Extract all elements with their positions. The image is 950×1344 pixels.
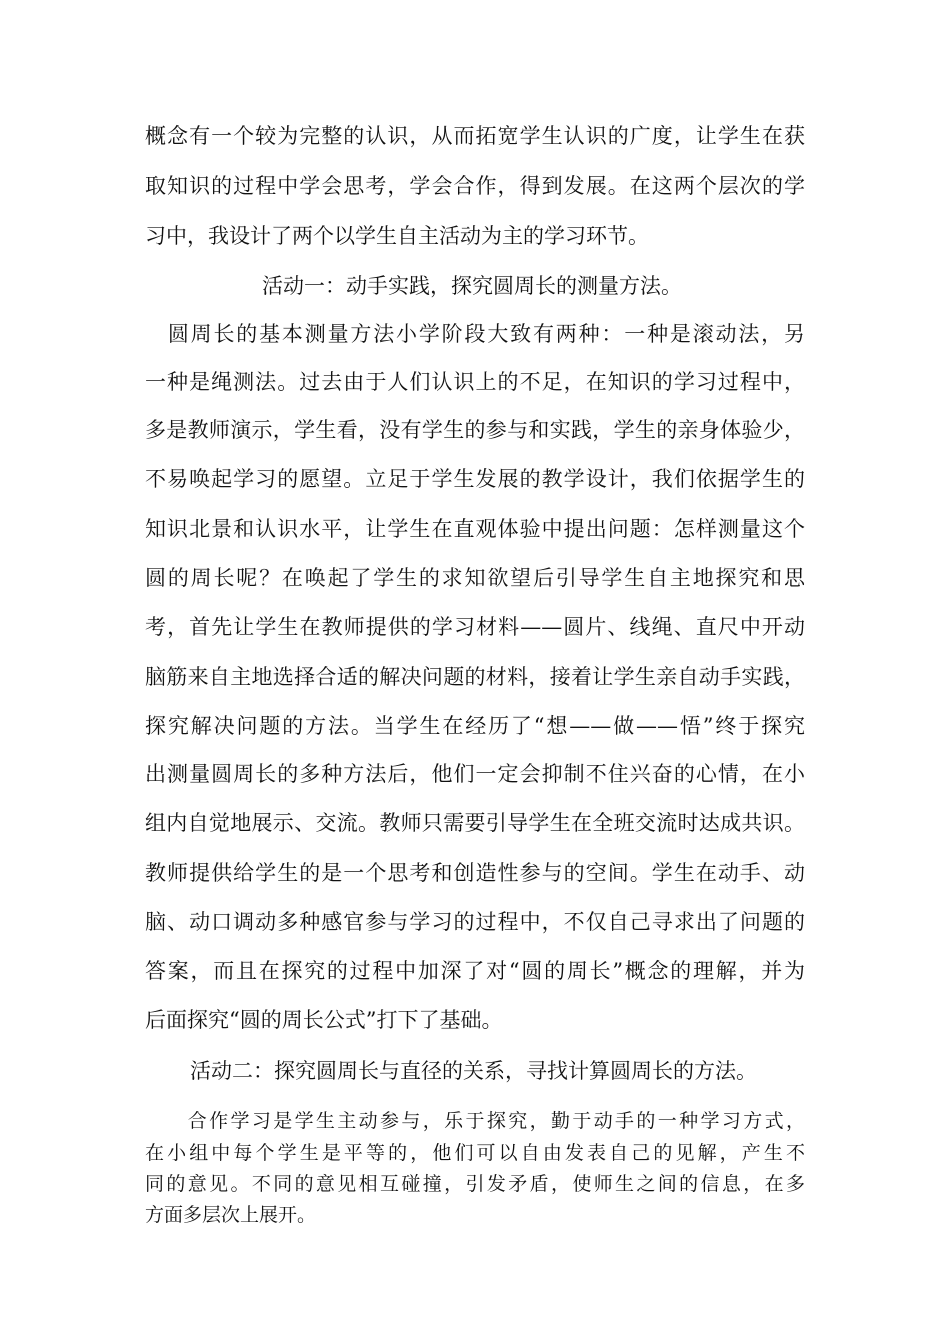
paragraph2-line-14: 答案，而且在探究的过程中加深了对“圆的周长”概念的理解，并为 xyxy=(145,959,805,983)
paragraph2-line-10: 出测量圆周长的多种方法后，他们一定会抑制不住兴奋的心情，在小 xyxy=(145,762,805,786)
paragraph2-line-4: 不易唤起学习的愿望。立足于学生发展的教学设计，我们依据学生的 xyxy=(145,467,805,491)
activity1-heading: 活动一：动手实践，探究圆周长的测量方法。 xyxy=(262,274,682,298)
paragraph3-line-4: 方面多层次上展开。 xyxy=(145,1204,317,1226)
paragraph1-line-3: 习中，我设计了两个以学生自主活动为主的学习环节。 xyxy=(145,224,649,248)
paragraph3-line-2: 在小组中每个学生是平等的，他们可以自由发表自己的见解，产生不 xyxy=(145,1142,805,1164)
paragraph3-line-3: 同的意见。不同的意见相互碰撞，引发矛盾，使师生之间的信息，在多 xyxy=(145,1173,805,1195)
paragraph2-line-3: 多是教师演示，学生看，没有学生的参与和实践，学生的亲身体验少， xyxy=(145,418,805,442)
paragraph2-line-2: 一种是绳测法。过去由于人们认识上的不足，在知识的学习过程中， xyxy=(145,370,805,394)
paragraph3-line-1: 合作学习是学生主动参与，乐于探究，勤于动手的一种学习方式， xyxy=(145,1110,805,1132)
paragraph2-line-9: 探究解决问题的方法。当学生在经历了“想——做——悟”终于探究 xyxy=(145,714,805,738)
paragraph2-line-8: 脑筋来自主地选择合适的解决问题的材料，接着让学生亲自动手实践， xyxy=(145,665,805,689)
paragraph2-line-12: 教师提供给学生的是一个思考和创造性参与的空间。学生在动手、动 xyxy=(145,861,805,885)
paragraph2-line-6: 圆的周长呢？在唤起了学生的求知欲望后引导学生自主地探究和思 xyxy=(145,566,805,590)
paragraph2-line-5: 知识北景和认识水平，让学生在直观体验中提出问题：怎样测量这个 xyxy=(145,517,805,541)
paragraph1-line-2: 取知识的过程中学会思考，学会合作，得到发展。在这两个层次的学 xyxy=(145,174,805,198)
paragraph2-line-11: 组内自觉地展示、交流。教师只需要引导学生在全班交流时达成共识。 xyxy=(145,811,805,835)
paragraph2-line-7: 考，首先让学生在教师提供的学习材料——圆片、线绳、直尺中开动 xyxy=(145,615,805,639)
paragraph2-line-15: 后面探究“圆的周长公式”打下了基础。 xyxy=(145,1008,503,1032)
paragraph1-line-1: 概念有一个较为完整的认识，从而拓宽学生认识的广度，让学生在获 xyxy=(145,124,805,148)
paragraph2-line-13: 脑、动口调动多种感官参与学习的过程中，不仅自己寻求出了问题的 xyxy=(145,910,805,934)
paragraph2-line-1: 圆周长的基本测量方法小学阶段大致有两种：一种是滚动法，另 xyxy=(145,322,805,346)
activity2-heading: 活动二：探究圆周长与直径的关系，寻找计算圆周长的方法。 xyxy=(190,1059,757,1083)
